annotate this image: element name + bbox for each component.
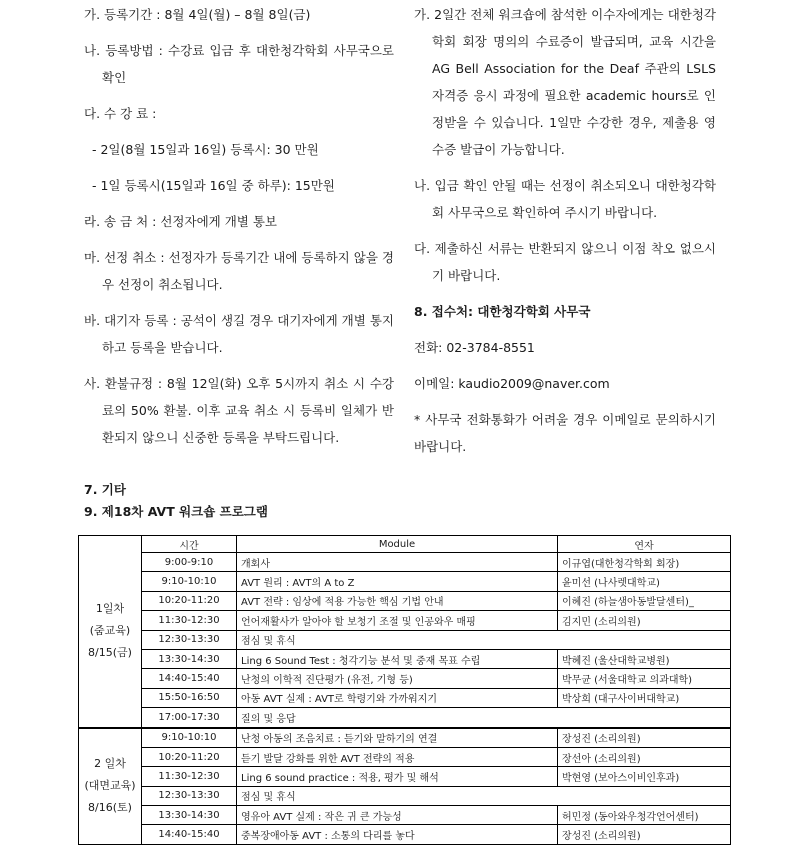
table-row — [79, 669, 731, 688]
session-module: 듣기 발달 강화를 위한 AVT 전략의 적용 — [237, 747, 558, 766]
table-row — [79, 649, 731, 668]
day2-mode: (대면교육) — [84, 779, 136, 793]
table-row — [79, 806, 731, 825]
session-time: 10:20-11:20 — [142, 591, 237, 610]
documents-notice: 다. 제출하신 서류는 반환되지 않으니 이점 착오 없으시기 바랍니다. — [414, 241, 716, 283]
session-speaker: 장선아 (소리의원) — [558, 747, 731, 766]
session-module: 언어재활사가 알아야 할 보청기 조절 및 인공와우 매핑 — [237, 611, 558, 630]
session-time: 9:10-10:10 — [142, 572, 237, 591]
table-header-row — [79, 536, 731, 553]
session-speaker: 박현영 (보아스이비인후과) — [558, 767, 731, 786]
day2-label: 2 일차 — [94, 757, 126, 771]
session-module: Ling 6 sound practice : 적용, 평가 및 해석 — [237, 767, 558, 786]
registration-period: 가. 등록기간 : 8월 4일(월) – 8월 8일(금) — [84, 7, 311, 22]
day1-cell — [79, 536, 142, 728]
session-speaker: 허민정 (동아와우청각언어센터) — [558, 806, 731, 825]
table-row — [79, 767, 731, 786]
session-module: Ling 6 Sound Test : 청각기능 분석 및 중재 목표 수립 — [237, 649, 558, 668]
session-module: 개회사 — [237, 553, 558, 572]
session-speaker: 김지민 (소리의원) — [558, 611, 731, 630]
table-row — [79, 553, 731, 572]
right-column — [414, 0, 716, 460]
session-time: 9:10-10:10 — [142, 728, 237, 748]
header-speaker: 연자 — [558, 536, 731, 553]
session-module: 중복장애아동 AVT : 소통의 다리를 놓다 — [237, 825, 558, 844]
table-row — [79, 688, 731, 707]
table-row — [79, 708, 731, 728]
session-speaker: 이혜진 (하늘샘아동발달센터)_ — [558, 591, 731, 610]
registration-method: 나. 등록방법 : 수강료 입금 후 대한청각학회 사무국으로 확인 — [84, 43, 394, 85]
remittance: 라. 송 금 처 : 선정자에게 개별 통보 — [84, 214, 277, 229]
table-row — [79, 747, 731, 766]
day1-date: 8/15(금) — [88, 646, 132, 660]
certificate-info: 가. 2일간 전체 워크숍에 참석한 이수자에게는 대한청각학회 회장 명의의 수료증이 발급되며, 교육 시간을 AG Bell Association for the Deaf 주관의 LSLS 자격증 응시 과정에 필요한 academic hours로 인정받을 수 있습니다. 1일만 수강한 경우, 제출용 영수증 발급이 가능합니다. — [414, 7, 716, 157]
program-table — [78, 535, 731, 845]
tuition-two-day: - 2일(8월 15일과 16일) 등록시: 30 만원 — [92, 142, 319, 157]
day2-cell — [79, 728, 142, 845]
day1-label: 1일차 — [95, 602, 125, 616]
table-row — [79, 728, 731, 748]
table-row — [79, 786, 731, 805]
refund-policy: 사. 환불규정 : 8월 12일(화) 오후 5시까지 취소 시 수강료의 50% 환불. 이후 교육 취소 시 등록비 일체가 반환되지 않으니 신중한 등록을 부탁드립니다. — [84, 376, 394, 445]
waitlist: 바. 대기자 등록 : 공석이 생길 경우 대기자에게 개별 통지하고 등록을 받습니다. — [84, 313, 394, 355]
session-module: 점심 및 휴식 — [237, 786, 731, 805]
session-module: 아동 AVT 실제 : AVT로 학령기와 가까워지기 — [237, 688, 558, 707]
session-time: 13:30-14:30 — [142, 649, 237, 668]
session-module: 질의 및 응답 — [237, 708, 731, 728]
session-speaker: 장성진 (소리의원) — [558, 825, 731, 844]
payment-confirm: 나. 입금 확인 안될 때는 선정이 취소되오니 대한청각학회 사무국으로 확인하여 주시기 바랍니다. — [414, 178, 716, 220]
session-time: 9:00-9:10 — [142, 553, 237, 572]
header-module: Module — [237, 536, 558, 553]
session-speaker: 윤미선 (나사렛대학교) — [558, 572, 731, 591]
session-time: 12:30-13:30 — [142, 630, 237, 649]
section-9-heading: 9. 제18차 AVT 워크숍 프로그램 — [84, 504, 268, 519]
table-row — [79, 630, 731, 649]
session-time: 11:30-12:30 — [142, 767, 237, 786]
contact-note: * 사무국 전화통화가 어려울 경우 이메일로 문의하시기 바랍니다. — [414, 412, 716, 454]
session-speaker: 장성진 (소리의원) — [558, 728, 731, 748]
session-module: AVT 전략 : 임상에 적용 가능한 핵심 기법 안내 — [237, 591, 558, 610]
section-7-heading: 7. 기타 — [84, 482, 126, 497]
session-module: 점심 및 휴식 — [237, 630, 731, 649]
header-time: 시간 — [142, 536, 237, 553]
selection-cancel: 마. 선정 취소 : 선정자가 등록기간 내에 등록하지 않을 경우 선정이 취소됩니다. — [84, 250, 394, 292]
contact-heading: 8. 접수처: 대한청각학회 사무국 — [414, 304, 591, 319]
left-column — [84, 0, 394, 451]
session-speaker: 박상희 (대구사이버대학교) — [558, 688, 731, 707]
session-time: 17:00-17:30 — [142, 708, 237, 728]
table-row — [79, 591, 731, 610]
session-module: 영유아 AVT 실제 : 작은 귀 큰 가능성 — [237, 806, 558, 825]
tuition-one-day: - 1일 등록시(15일과 16일 중 하루): 15만원 — [92, 178, 335, 193]
day2-date: 8/16(토) — [88, 801, 132, 815]
session-module: AVT 원리 : AVT의 A to Z — [237, 572, 558, 591]
session-speaker: 이규엽(대한청각학회 회장) — [558, 553, 731, 572]
session-time: 14:40-15:40 — [142, 669, 237, 688]
contact-email: 이메일: kaudio2009@naver.com — [414, 376, 610, 391]
session-speaker: 박무균 (서울대학교 의과대학) — [558, 669, 731, 688]
tuition-heading: 다. 수 강 료 : — [84, 106, 157, 121]
session-module: 난청 아동의 조음치료 : 듣기와 말하기의 연결 — [237, 728, 558, 748]
session-speaker: 박혜진 (울산대학교병원) — [558, 649, 731, 668]
session-time: 10:20-11:20 — [142, 747, 237, 766]
session-time: 12:30-13:30 — [142, 786, 237, 805]
table-row — [79, 572, 731, 591]
table-row — [79, 825, 731, 844]
day1-mode: (줌교육) — [89, 624, 131, 638]
session-time: 15:50-16:50 — [142, 688, 237, 707]
contact-phone: 전화: 02-3784-8551 — [414, 340, 535, 355]
session-time: 11:30-12:30 — [142, 611, 237, 630]
session-time: 13:30-14:30 — [142, 806, 237, 825]
session-module: 난청의 이학적 진단평가 (유전, 기형 등) — [237, 669, 558, 688]
session-time: 14:40-15:40 — [142, 825, 237, 844]
table-row — [79, 611, 731, 630]
